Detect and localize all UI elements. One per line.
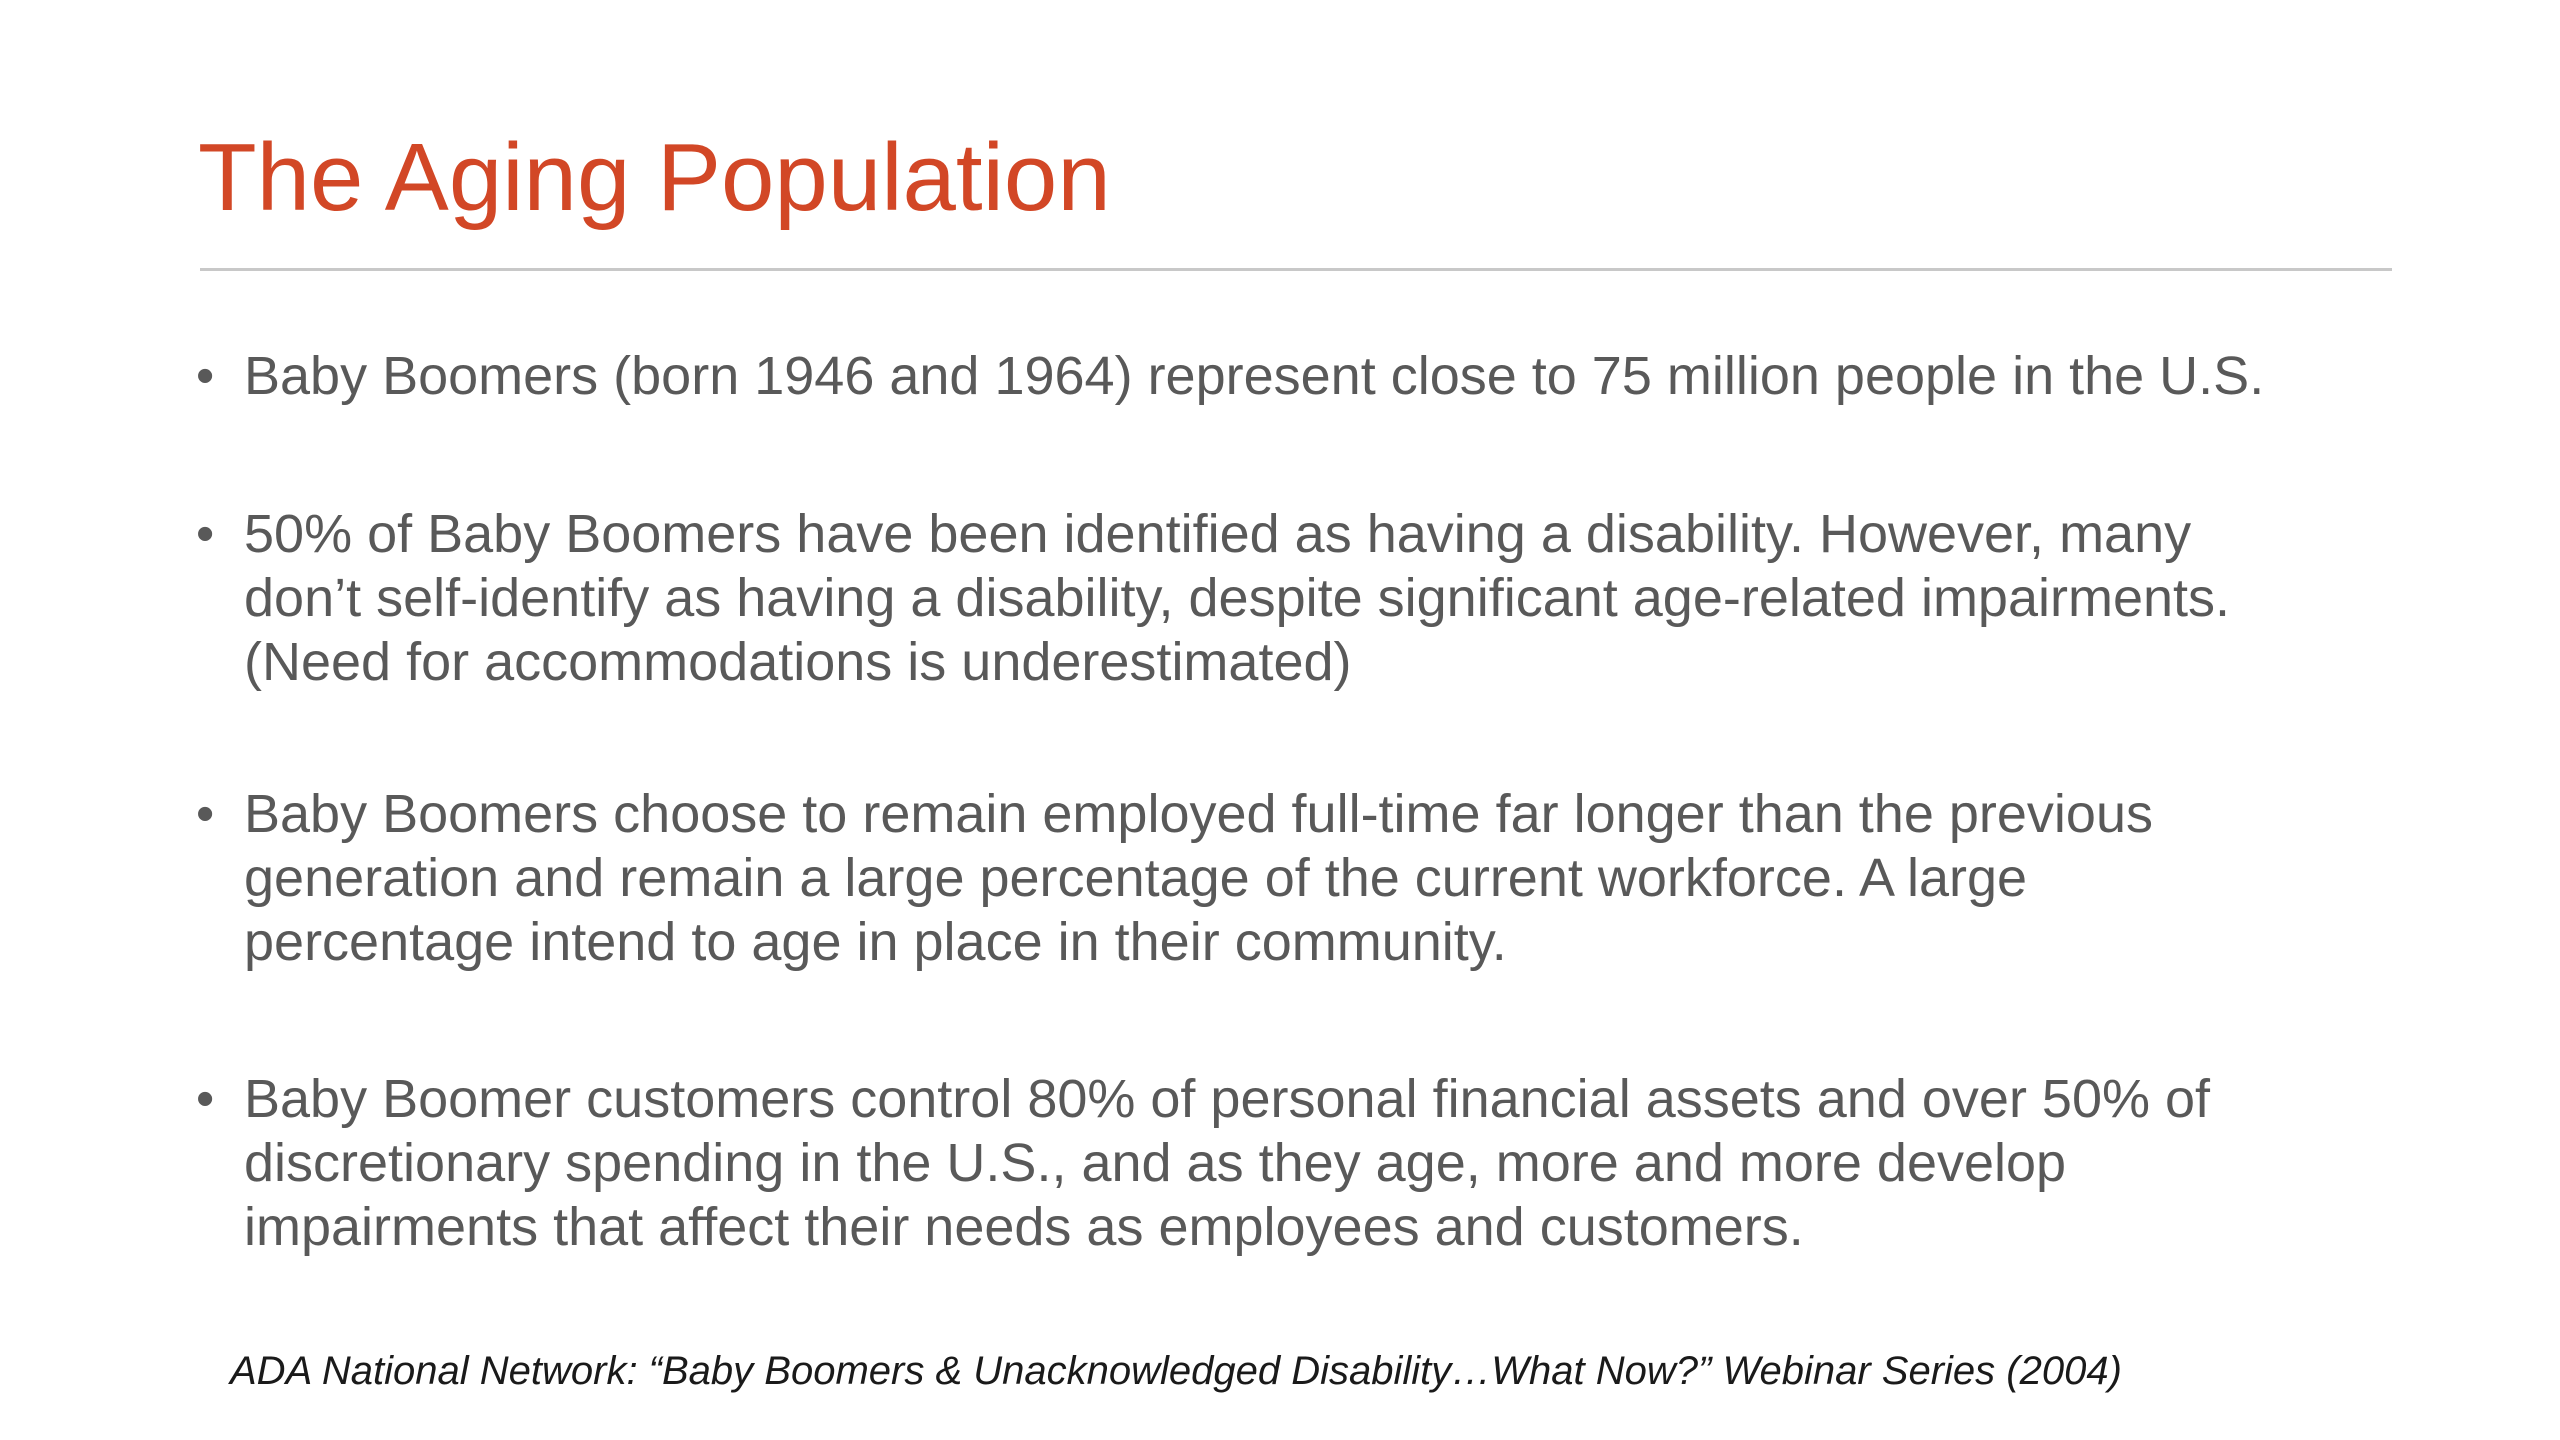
- bullet-item: [196, 782, 2396, 974]
- bullet-dot-icon: •: [196, 505, 215, 563]
- source-citation: ADA National Network: “Baby Boomers & Unacknowledged Disability…What Now?” Webinar Series (2004): [230, 1349, 2122, 1393]
- bullet-item: [196, 502, 2396, 694]
- bullet-text: Baby Boomers (born 1946 and 1964) represent close to 75 million people in the U.S.: [244, 346, 2265, 406]
- bullet-text: 50% of Baby Boomers have been identified as having a disability. However, many don’t self-identify as having a disability, despite significant age-related impairments. (Need for accommodations is underestimated): [244, 504, 2231, 692]
- bullet-text: Baby Boomers choose to remain employed full-time far longer than the previous generation and remain a large percentage of the current workforce. A large percentage intend to age in place in their community.: [244, 784, 2153, 972]
- bullet-item: [196, 1067, 2396, 1259]
- bullet-dot-icon: •: [196, 785, 215, 843]
- bullet-item: [196, 344, 2396, 408]
- bullet-dot-icon: •: [196, 1070, 215, 1128]
- bullet-text: Baby Boomer customers control 80% of personal financial assets and over 50% of discretionary spending in the U.S., and as they age, more and more develop impairments that affect their needs as employees and customers.: [244, 1069, 2211, 1257]
- slide-title: The Aging Population: [198, 124, 1111, 231]
- bullet-dot-icon: •: [196, 347, 215, 405]
